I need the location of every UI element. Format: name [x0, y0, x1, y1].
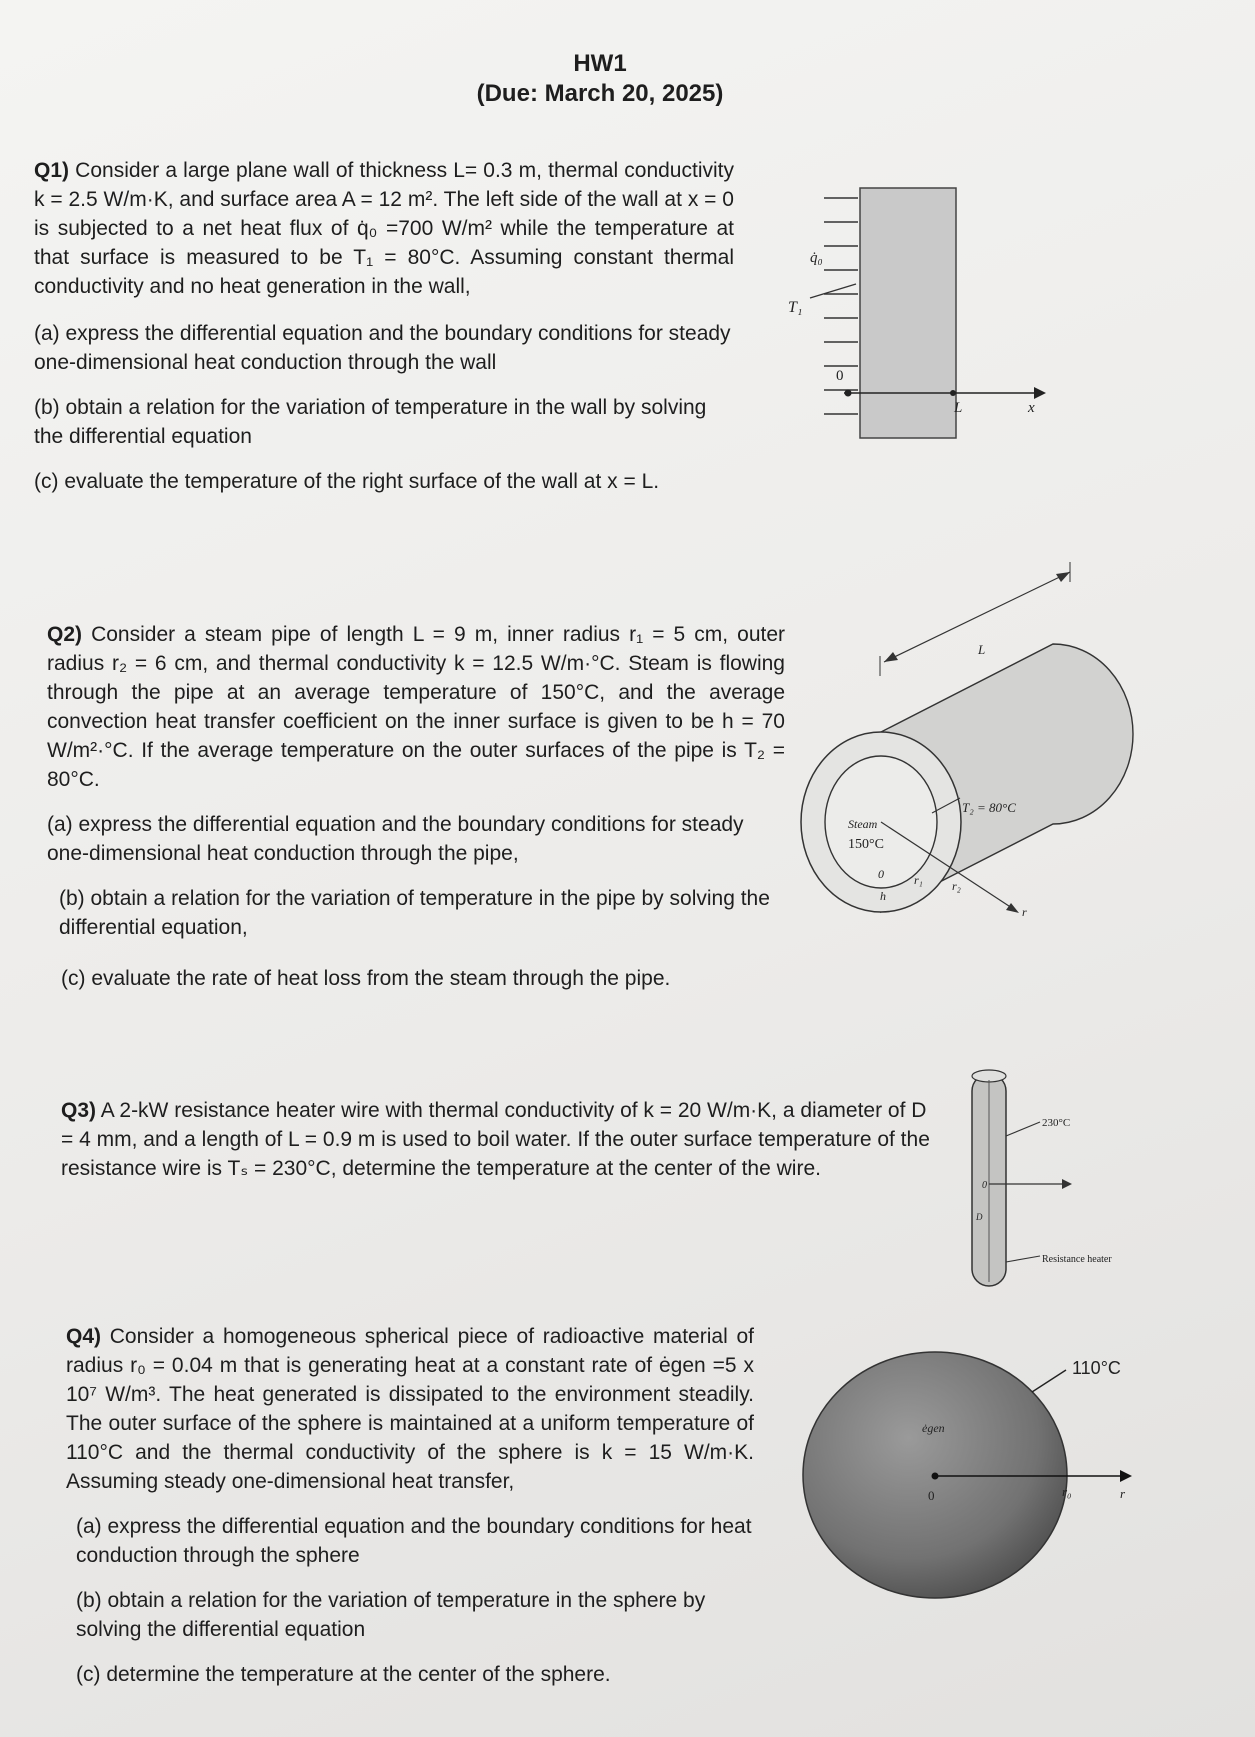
r-axis-arrowhead	[1062, 1179, 1072, 1189]
h-label: h	[880, 889, 886, 903]
length-arrow-left	[884, 652, 898, 662]
steam-label: Steam	[848, 817, 878, 831]
r-label: r	[1120, 1486, 1126, 1501]
zero-label: 0	[836, 368, 844, 384]
d-label: D	[976, 1212, 983, 1222]
question-2	[47, 620, 785, 993]
q1-part-b: (b) obtain a relation for the variation of temperature in the wall by solving the differential equation	[34, 396, 707, 448]
label-leader	[1006, 1256, 1040, 1262]
r2-label: r₂	[952, 879, 961, 893]
t1-leader	[810, 284, 856, 298]
zero-label: 0	[878, 867, 884, 881]
heater-label: Resistance heater	[1042, 1254, 1112, 1265]
temp-leader	[1032, 1370, 1066, 1392]
t2-label: T₂ = 80°C	[962, 800, 1016, 815]
q1-part-a: (a) express the differential equation and the boundary conditions for steady one-dimensional heat conduction through the wall	[34, 322, 731, 374]
q4-part-a: (a) express the differential equation and the boundary conditions for heat conduction through the sphere	[76, 1515, 752, 1567]
l-dot	[950, 390, 956, 396]
surface-temp-label: 230°C	[1042, 1117, 1071, 1129]
q3-wire-figure	[960, 1066, 1120, 1296]
q2-part-b: (b) obtain a relation for the variation of temperature in the pipe by solving the differential equation,	[59, 887, 770, 939]
q4-text: Consider a homogeneous spherical piece of radioactive material of radius r₀ = 0.04 m that is generating heat at a constant rate of ėgen =5 x 10⁷ W/m³. The heat generated is dissipated to the environment steadily. The outer surface of the sphere is maintained at a uniform temperature of 110°C and the thermal conductivity of the sphere is k = 15 W/m·K. Assuming steady one-dimensional heat transfer,	[66, 1325, 754, 1493]
r-axis-arrowhead	[1006, 903, 1019, 913]
r0-label: r₀	[1062, 1484, 1072, 1499]
wall-slab	[860, 188, 956, 438]
steam-temp-label: 150°C	[848, 837, 884, 852]
origin-dot	[845, 390, 852, 397]
q2-number: Q2)	[47, 623, 83, 646]
q2-part-a: (a) express the differential equation and the boundary conditions for steady one-dimensional heat conduction through the pipe,	[47, 813, 744, 865]
x-axis-arrowhead	[1034, 387, 1046, 399]
q1-part-c: (c) evaluate the temperature of the right surface of the wall at x = L.	[34, 470, 660, 493]
r1-label: r₁	[914, 873, 923, 887]
t1-label: T₁	[788, 299, 803, 316]
q4-part-b: (b) obtain a relation for the variation of temperature in the sphere by solving the differential equation	[76, 1589, 706, 1641]
page-title: HW1	[573, 50, 627, 77]
temp-leader	[1006, 1122, 1040, 1136]
question-4	[66, 1322, 786, 1689]
l-label: L	[978, 642, 986, 657]
q4-part-c: (c) determine the temperature at the center of the sphere.	[76, 1663, 611, 1686]
q3-number: Q3)	[61, 1099, 97, 1122]
q1-statement	[34, 156, 734, 301]
center-dot	[932, 1473, 939, 1480]
q4-statement	[66, 1322, 754, 1496]
q3-text: A 2-kW resistance heater wire with thermal conductivity of k = 20 W/m·K, a diameter of D = 4 mm, and a length of L = 0.9 m is used to boil water. If the outer surface temperature of the resistance wire is Tₛ = 230°C, determine the temperature at the center of the wire.	[61, 1099, 930, 1180]
x-label: x	[1028, 400, 1035, 416]
q0-label: q̇₀	[810, 250, 823, 266]
r-label: r	[1022, 905, 1027, 919]
r-axis-arrowhead	[1120, 1470, 1132, 1482]
q1-wall-figure	[780, 180, 1050, 470]
q1-number: Q1)	[34, 159, 70, 182]
question-1	[34, 156, 734, 496]
q3-statement	[61, 1096, 941, 1183]
q2-pipe-figure	[810, 620, 1140, 950]
l-label: L	[954, 400, 963, 416]
q4-number: Q4)	[66, 1325, 102, 1348]
question-3	[61, 1096, 941, 1183]
egen-label: ėgen	[922, 1421, 945, 1435]
length-dimension	[884, 572, 1070, 662]
q2-text: Consider a steam pipe of length L = 9 m, inner radius r₁ = 5 cm, outer radius r₂ = 6 cm, and thermal conductivity k = 12.5 W/m·°C. Steam is flowing through the pipe at an average temperature of 150°C, and the average convection heat transfer coefficient on the inner surface is given to be h = 70 W/m²·°C. If the average temperature on the outer surfaces of the pipe is T₂ = 80°C.	[47, 623, 786, 791]
surface-temp-label: 110°C	[1072, 1358, 1121, 1378]
q2-statement	[47, 620, 785, 794]
q4-sphere-figure	[800, 1340, 1160, 1600]
q1-text: Consider a large plane wall of thickness L= 0.3 m, thermal conductivity k = 2.5 W/m·K, and surface area A = 12 m². The left side of the wall at x = 0 is subjected to a net heat flux of q̇₀ =700 W/m² while the temperature at that surface is measured to be T₁ = 80°C. Assuming constant thermal conductivity and no heat generation in the wall,	[34, 159, 734, 298]
due-date: (Due: March 20, 2025)	[476, 80, 724, 107]
length-arrow-right	[1056, 572, 1070, 582]
q2-part-c: (c) evaluate the rate of heat loss from the steam through the pipe.	[61, 967, 671, 990]
zero-label: 0	[982, 1180, 987, 1191]
zero-label: 0	[928, 1488, 935, 1503]
